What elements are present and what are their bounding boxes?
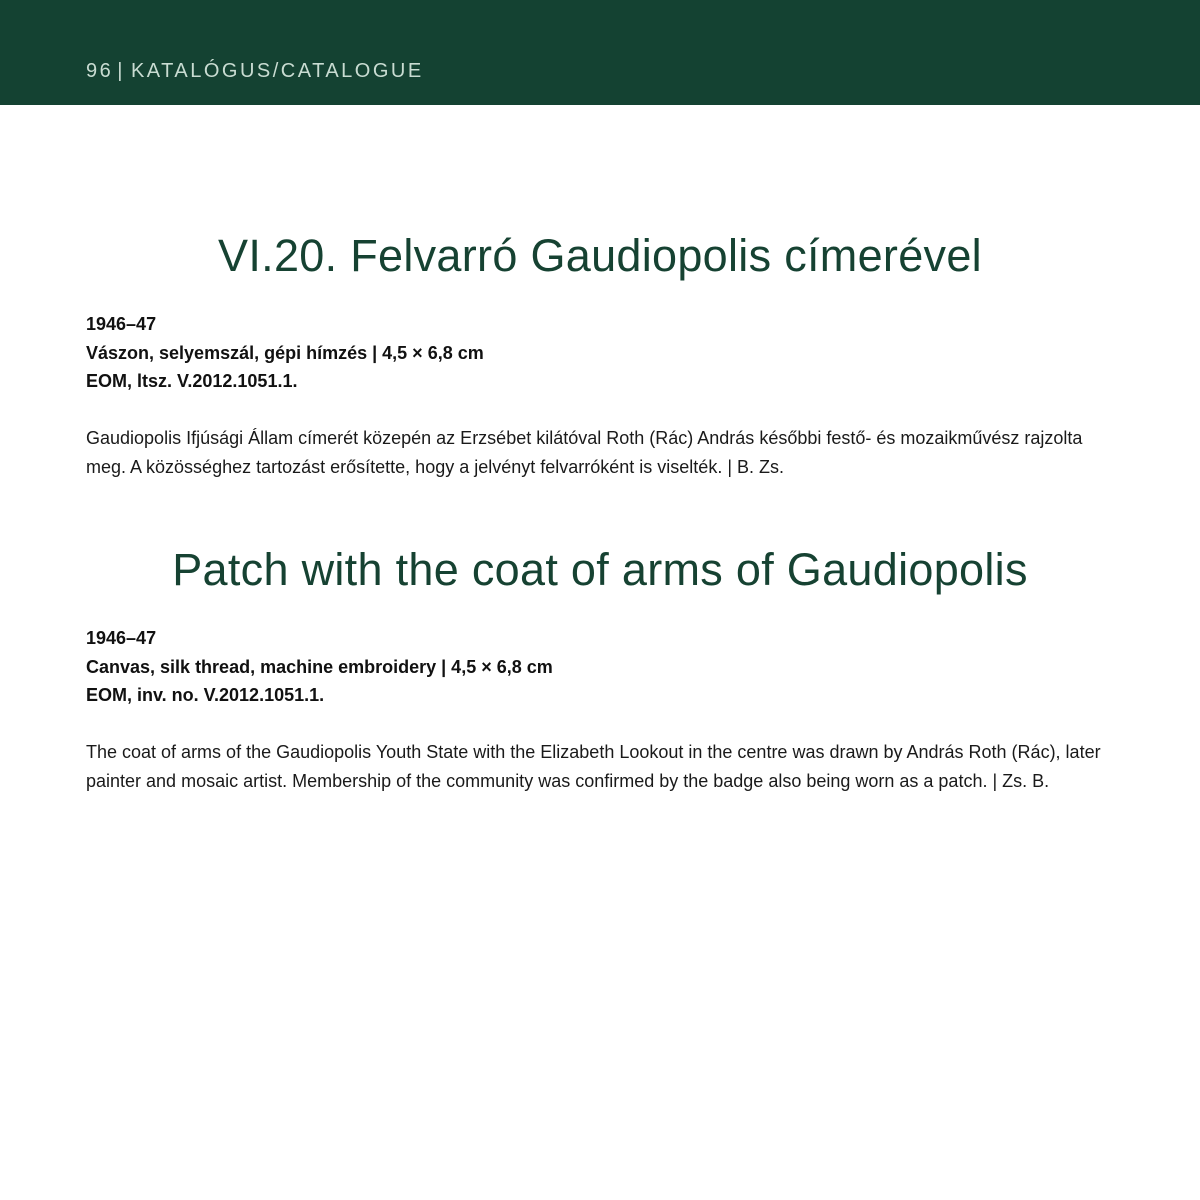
- hungarian-title: VI.20. Felvarró Gaudiopolis címerével: [218, 230, 982, 281]
- hungarian-description: Gaudiopolis Ifjúsági Állam címerét közepén az Erzsébet kilátóval Roth (Rác) András későbbi festő- és mozaikművész rajzolta meg. A közösséghez tartozást erősítette, hogy a jelvényt felvarróként is viselték. | B. Zs.: [86, 428, 1083, 477]
- running-head: [86, 60, 424, 83]
- english-description: The coat of arms of the Gaudiopolis Youth State with the Elizabeth Lookout in the centre was drawn by András Roth (Rác), later painter and mosaic artist. Membership of the community was confirmed by the badge also being worn as a patch. | Zs. B.: [86, 742, 1101, 791]
- separator: |: [117, 60, 125, 82]
- english-inventory: EOM, inv. no. V.2012.1051.1.: [86, 685, 325, 705]
- hungarian-date: 1946–47: [86, 314, 157, 334]
- hungarian-inventory: EOM, ltsz. V.2012.1051.1.: [86, 371, 298, 391]
- english-title: Patch with the coat of arms of Gaudiopolis: [172, 544, 1028, 595]
- page-number: 96: [86, 60, 114, 82]
- english-material: Canvas, silk thread, machine embroidery | 4,5 × 6,8 cm: [86, 656, 553, 677]
- section-title: KATALÓGUS/CATALOGUE: [130, 60, 424, 82]
- page-header: [0, 0, 1200, 105]
- hungarian-meta: [86, 310, 484, 396]
- hungarian-material: Vászon, selyemszál, gépi hímzés | 4,5 × 6,8 cm: [86, 342, 484, 363]
- english-date: 1946–47: [86, 628, 157, 648]
- english-meta: [86, 624, 553, 710]
